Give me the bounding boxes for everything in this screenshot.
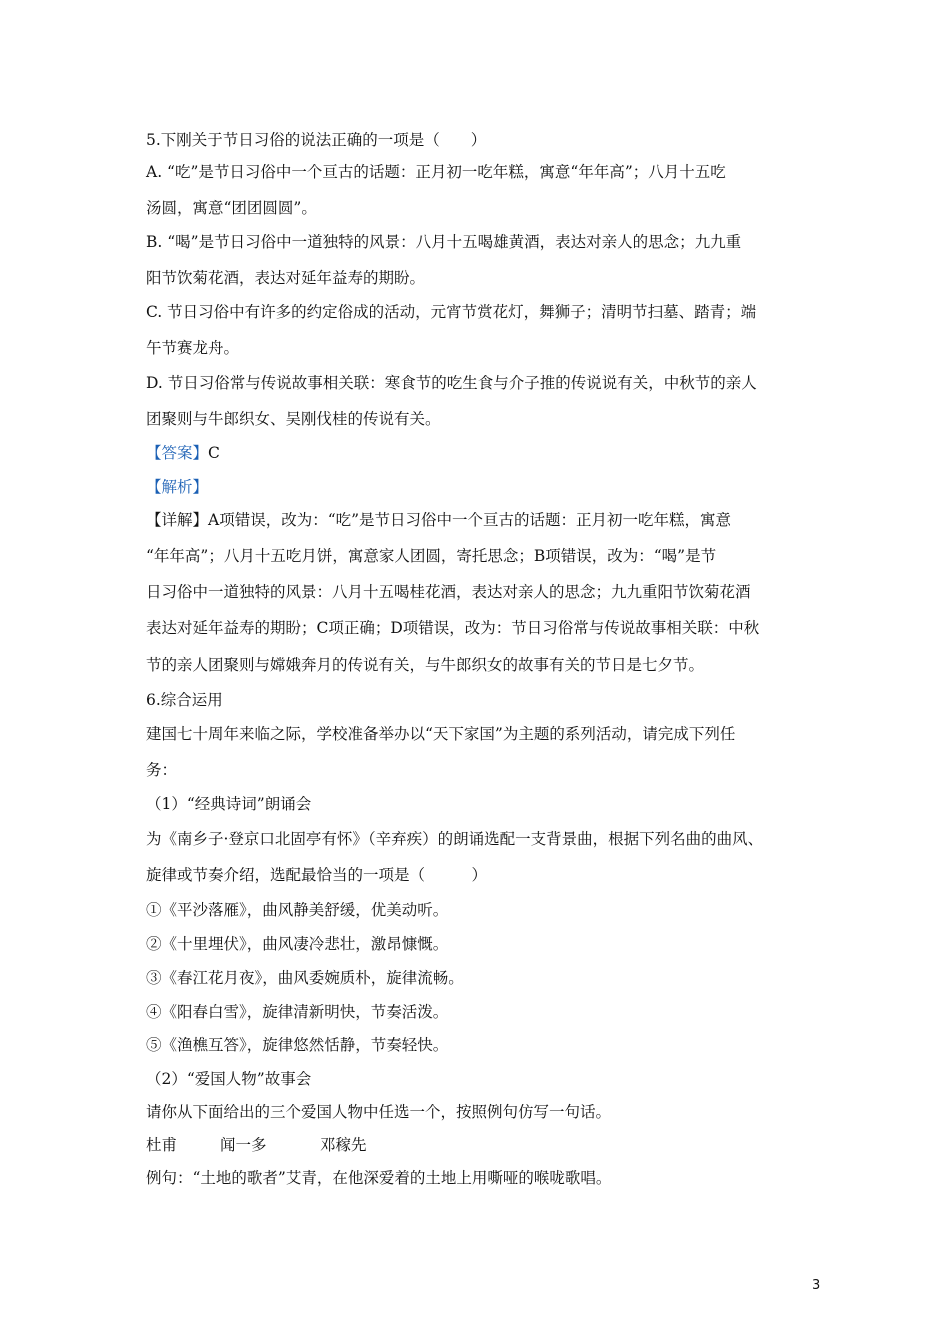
- q6-option-3: ③《春江花月夜》，曲风委婉质朴，旋律流畅。: [146, 969, 464, 987]
- name-item: 邓稼先: [320, 1136, 367, 1154]
- q6-title: 6.综合运用: [146, 691, 223, 709]
- q5-option-d-line1: D. 节日习俗常与传说故事相关联：寒食节的吃生食与介子推的传说说有关，中秋节的亲人: [146, 374, 757, 392]
- q5-option-b-line2: 阳节饮菊花酒，表达对延年益寿的期盼。: [146, 269, 426, 287]
- detail-line3: 日习俗中一道独特的风景：八月十五喝桂花酒，表达对亲人的思念；九九重阳节饮菊花酒: [146, 583, 751, 601]
- detail-tag: 【详解】: [146, 511, 209, 529]
- page-number: 3: [812, 1278, 821, 1293]
- name-item: 杜甫: [146, 1136, 178, 1154]
- q6-option-5: ⑤《渔樵互答》，旋律悠然恬静，节奏轻快。: [146, 1036, 449, 1054]
- detail-line4: 表达对延年益寿的期盼；C项正确；D项错误，改为：节日习俗常与传说故事相关联：中秋: [146, 619, 760, 637]
- answer-tag: 【答案】: [146, 444, 209, 462]
- q6-intro-line2: 务：: [146, 761, 178, 779]
- q6-option-4: ④《阳春白雪》，旋律清新明快，节奏活泼。: [146, 1003, 449, 1021]
- q5-option-b-line1: B. “喝”是节日习俗中一道独特的风景：八月十五喝雄黄酒，表达对亲人的思念；九九重: [146, 233, 742, 251]
- q5-stem: 5.下刚关于节日习俗的说法正确的一项是（ ）: [146, 131, 487, 149]
- q6-sub2-title: （2）“爱国人物”故事会: [146, 1070, 312, 1088]
- q5-option-a-line2: 汤圆，寓意“团团圆圆”。: [146, 199, 317, 217]
- q5-option-d-line2: 团聚则与牛郎织女、吴刚伐桂的传说有关。: [146, 410, 441, 428]
- q5-answer: [146, 443, 220, 463]
- q6-option-2: ②《十里埋伏》，曲风凄冷悲壮，激昂慷慨。: [146, 935, 449, 953]
- answer-value: C: [208, 444, 220, 462]
- q6-option-1: ①《平沙落雁》，曲风静美舒缓，优美动听。: [146, 901, 449, 919]
- detail-line2: “年年高”；八月十五吃月饼，寓意家人团圆，寄托思念；B项错误，改为：“喝”是节: [146, 547, 717, 565]
- detail-line1: 【详解】A项错误，改为：“吃”是节日习俗中一个亘古的话题：正月初一吃年糕，寓意: [146, 511, 732, 529]
- detail-line5: 节的亲人团聚则与嫦娥奔月的传说有关，与牛郎织女的故事有关的节日是七夕节。: [146, 656, 705, 674]
- q6-sub1-title: （1）“经典诗词”朗诵会: [146, 795, 312, 813]
- analysis-tag: 【解析】: [146, 478, 209, 496]
- name-item: 闻一多: [220, 1136, 267, 1154]
- q6-sub1-question-line1: 为《南乡子·登京口北固亭有怀》（辛弃疾）的朗诵选配一支背景曲，根据下列名曲的曲风、: [146, 830, 764, 848]
- q6-sub1-question-line2: 旋律或节奏介绍，选配最恰当的一项是（ ）: [146, 866, 488, 884]
- q5-option-a-line1: A. “吃”是节日习俗中一个亘古的话题：正月初一吃年糕，寓意“年年高”；八月十五吃: [146, 163, 726, 181]
- patriot-names: [146, 1135, 367, 1155]
- q5-option-c-line1: C. 节日习俗中有许多的约定俗成的活动，元宵节赏花灯，舞狮子；清明节扫墓、踏青；端: [146, 303, 757, 321]
- q5-option-c-line2: 午节赛龙舟。: [146, 339, 240, 357]
- q6-example: 例句：“土地的歌者”艾青，在他深爱着的土地上用嘶哑的喉咙歌唱。: [146, 1169, 612, 1187]
- q6-intro-line1: 建国七十周年来临之际，学校准备举办以“天下家国”为主题的系列活动，请完成下列任: [146, 725, 736, 743]
- q6-sub2-question: 请你从下面给出的三个爱国人物中任选一个，按照例句仿写一句话。: [146, 1103, 612, 1121]
